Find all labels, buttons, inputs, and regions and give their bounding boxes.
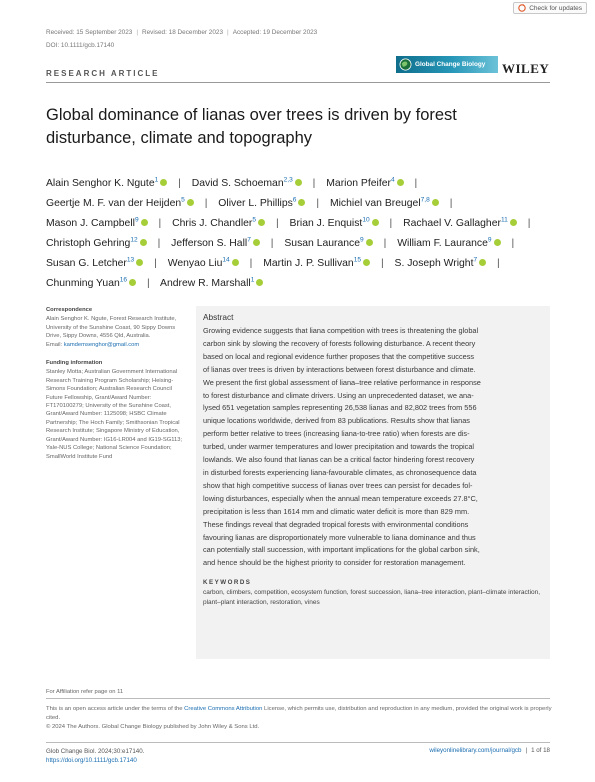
email-label: Email: bbox=[46, 341, 64, 348]
author-name-text: Susan G. Letcher bbox=[46, 258, 127, 269]
author-name[interactable] bbox=[397, 238, 500, 249]
author-separator: | bbox=[157, 238, 161, 249]
publisher-logo: WILEY bbox=[502, 61, 550, 76]
article-title: Global dominance of lianas over trees is driven by forest disturbance, climate and topography bbox=[46, 106, 457, 147]
author-name[interactable] bbox=[218, 198, 305, 209]
orcid-icon[interactable] bbox=[363, 259, 370, 266]
journal-logo[interactable] bbox=[396, 56, 498, 73]
globe-icon bbox=[399, 58, 412, 71]
refresh-icon bbox=[518, 4, 526, 12]
author-name-text: Wenyao Liu bbox=[167, 258, 223, 269]
author-separator: | bbox=[389, 218, 393, 229]
footer-separator: | bbox=[525, 747, 528, 754]
date-separator: | bbox=[227, 29, 229, 36]
affiliation-superscript[interactable]: 9 bbox=[134, 216, 139, 224]
orcid-icon[interactable] bbox=[479, 259, 486, 266]
author-name[interactable] bbox=[46, 198, 194, 209]
author-name[interactable] bbox=[46, 258, 143, 269]
abstract-line: We present the first global assessment of liana–tree relative performance in response bbox=[203, 377, 481, 387]
abstract-line: Growing evidence suggests that liana competition with trees is threatening the global bbox=[203, 326, 479, 335]
abstract-line: based on local and regional evidence further proposes that the competitive success bbox=[203, 351, 475, 361]
author-name-text: Chris J. Chandler bbox=[172, 218, 253, 229]
author-name[interactable] bbox=[168, 258, 239, 269]
author-name[interactable] bbox=[46, 178, 167, 189]
copyright-line: © 2024 The Authors. Global Change Biology published by John Wiley & Sons Ltd. bbox=[46, 724, 260, 730]
keywords-text: carbon, climbers, competition, ecosystem function, forest succession, liana–tree interaction, plant–climate interaction, plant–plant interaction, restoration, vines bbox=[203, 589, 541, 607]
orcid-icon[interactable] bbox=[136, 259, 143, 266]
author-separator: | bbox=[380, 258, 384, 269]
author-separator: | bbox=[316, 198, 320, 209]
journal-site-link[interactable]: wileyonlinelibrary.com/journal/gcb bbox=[429, 747, 522, 754]
orcid-icon[interactable] bbox=[253, 239, 260, 246]
affiliation-superscript[interactable]: 6 bbox=[292, 196, 297, 204]
affiliation-superscript[interactable]: 16 bbox=[119, 276, 128, 284]
abstract-line: to forest disturbance and climate drivers. Using an unprecedented dataset, we ana- bbox=[203, 390, 474, 400]
author-name[interactable] bbox=[330, 198, 439, 209]
orcid-icon[interactable] bbox=[397, 179, 404, 186]
footer-citation bbox=[46, 747, 144, 766]
doi-header: DOI: 10.1111/gcb.17140 bbox=[46, 42, 115, 49]
author-name[interactable] bbox=[46, 218, 148, 229]
author-separator: | bbox=[527, 218, 531, 229]
author-name-text: David S. Schoeman bbox=[191, 178, 284, 189]
author-name[interactable] bbox=[263, 258, 370, 269]
affiliation-superscript[interactable]: 7,8 bbox=[420, 196, 430, 204]
author-separator: | bbox=[249, 258, 253, 269]
affiliation-superscript[interactable]: 9 bbox=[487, 236, 492, 244]
author-name-text: Mason J. Campbell bbox=[46, 218, 135, 229]
abstract-line: can potentially stall succession, with important implications for the global carbon sink, bbox=[203, 545, 480, 555]
author-name-text: Rachael V. Gallagher bbox=[403, 218, 501, 229]
author-name[interactable] bbox=[160, 278, 263, 289]
abstract-line: These findings reveal that degraded tropical forests with environmental conditions bbox=[203, 519, 469, 529]
author-separator: | bbox=[312, 178, 316, 189]
correspondence-email-line bbox=[46, 341, 184, 349]
affiliation-superscript[interactable]: 1 bbox=[250, 276, 255, 284]
orcid-icon[interactable] bbox=[510, 219, 517, 226]
funding-text: Stanley Motta; Australian Government International Research Training Program Scholarship; Heising-Simons Foundation; Australian Research Council Future Fellowship, Grant/Award Number: FT170100279; University of the Sunshine Coast, Grant/Award Number: 1125098; HSBC Climate Partnership; The Hoch Family; Smithsonian Tropical Research Institute; Singapore Ministry of Education, Grant/Award Number: IG16-LR004 and IG19-SG113; Yale-NUS College; National Science Foundation; SmallWorld Institute Fund bbox=[46, 369, 183, 460]
affiliation-superscript[interactable]: 4 bbox=[390, 176, 395, 184]
author-name-text: Oliver L. Phillips bbox=[218, 198, 293, 209]
correspondence-heading: Correspondence bbox=[46, 307, 93, 313]
author-separator: | bbox=[414, 178, 418, 189]
license-post: License, which permits use, distribution and reproduction in any medium, provided the original work is properly cited. bbox=[46, 706, 552, 721]
author-separator: | bbox=[383, 238, 387, 249]
received-date: Received: 15 September 2023 bbox=[46, 29, 133, 36]
orcid-icon[interactable] bbox=[258, 219, 265, 226]
affiliation-superscript[interactable]: 9 bbox=[360, 236, 364, 244]
author-name-text: Christoph Gehring bbox=[46, 238, 131, 249]
footer-divider bbox=[46, 742, 550, 743]
author-name-text: Geertje M. F. van der Heijden bbox=[46, 198, 182, 209]
author-name[interactable] bbox=[192, 178, 302, 189]
author-separator: | bbox=[449, 198, 453, 209]
check-for-updates-label: Check for updates bbox=[529, 4, 582, 12]
author-name-text: William F. Laurance bbox=[397, 238, 488, 249]
affiliation-superscript[interactable]: 1 bbox=[154, 176, 159, 184]
license-pre: This is an open access article under the terms of the bbox=[46, 706, 185, 712]
author-separator: | bbox=[154, 258, 157, 269]
affiliation-superscript[interactable]: 15 bbox=[353, 256, 362, 264]
abstract-line: carbon sink by slowing the recovery of forests following disturbance. A recent theory bbox=[203, 338, 476, 348]
author-separator: | bbox=[275, 218, 279, 229]
abstract-heading: Abstract bbox=[203, 312, 234, 322]
keywords-heading: KEYWORDS bbox=[203, 579, 252, 587]
affiliation-superscript[interactable]: 7 bbox=[473, 256, 478, 264]
affiliation-superscript[interactable]: 14 bbox=[222, 256, 230, 264]
author-separator: | bbox=[158, 218, 162, 229]
author-name-text: Jefferson S. Hall bbox=[171, 238, 248, 249]
revised-date: Revised: 18 December 2023 bbox=[142, 29, 224, 36]
author-name[interactable] bbox=[46, 238, 147, 249]
author-name-text: Martin J. P. Sullivan bbox=[263, 258, 354, 269]
affiliation-superscript[interactable]: 5 bbox=[181, 196, 185, 204]
abstract-line: precipitation is less than 1614 mm and climatic water deficit is more than 829 mm. bbox=[203, 506, 470, 516]
author-name[interactable] bbox=[284, 238, 372, 249]
orcid-icon[interactable] bbox=[232, 259, 239, 266]
author-separator: | bbox=[178, 178, 181, 189]
abstract-line: in disturbed forests experiencing liana-favourable climates, as chronosequence data bbox=[203, 467, 477, 477]
orcid-icon[interactable] bbox=[140, 239, 147, 246]
author-name-text: Andrew R. Marshall bbox=[160, 278, 251, 289]
orcid-icon[interactable] bbox=[298, 199, 305, 206]
orcid-icon[interactable] bbox=[129, 279, 136, 286]
affiliation-superscript[interactable]: 10 bbox=[362, 216, 370, 224]
author-separator: | bbox=[497, 258, 500, 269]
author-name-text: Chunming Yuan bbox=[46, 278, 120, 289]
orcid-icon[interactable] bbox=[372, 219, 379, 226]
sidebar bbox=[46, 306, 184, 471]
doi-link[interactable]: https://doi.org/10.1111/gcb.17140 bbox=[46, 757, 137, 765]
correspondence-block bbox=[46, 306, 184, 349]
author-name[interactable] bbox=[290, 218, 379, 229]
cc-attribution-link[interactable]: Creative Commons Attribution bbox=[184, 706, 263, 712]
abstract-line: lowlands. We also found that lianas can be a critical factor hindering forest recovery bbox=[203, 455, 475, 465]
page-number: 1 of 18 bbox=[531, 747, 550, 754]
orcid-icon[interactable] bbox=[187, 199, 194, 206]
affiliation-superscript[interactable]: 12 bbox=[130, 236, 138, 244]
abstract-body bbox=[203, 325, 543, 570]
author-name[interactable] bbox=[46, 278, 136, 289]
affiliation-superscript[interactable]: 5 bbox=[252, 216, 257, 224]
date-separator: | bbox=[136, 29, 139, 36]
abstract-line: show that high competitive success of lianas over trees can persist for decades fol- bbox=[203, 480, 473, 490]
abstract-line: unique locations worldwide, derived from 83 publications. Results show that lianas bbox=[203, 416, 470, 426]
accepted-date: Accepted: 19 December 2023 bbox=[232, 29, 318, 36]
orcid-icon[interactable] bbox=[256, 279, 263, 286]
author-separator: | bbox=[511, 238, 515, 249]
author-name[interactable] bbox=[395, 258, 487, 269]
correspondence-text: Alain Senghor K. Ngute, Forest Research Institute, University of the Sunshine Coast, 90 Sippy Downs Drive, Sippy Downs, 4556 Qld, Australia. bbox=[46, 316, 177, 340]
email-link[interactable]: kamdemsenghor@gmail.com bbox=[63, 341, 140, 348]
license-divider bbox=[46, 698, 550, 699]
funding-heading: Funding information bbox=[46, 360, 103, 367]
author-name[interactable] bbox=[172, 218, 265, 229]
author-name[interactable] bbox=[171, 238, 260, 249]
abstract-line: lysed 651 vegetation samples representing 26,538 lianas and 82,802 trees from 556 bbox=[203, 403, 477, 413]
orcid-icon[interactable] bbox=[494, 239, 501, 246]
check-for-updates-button[interactable] bbox=[513, 2, 587, 14]
abstract-box bbox=[196, 306, 550, 659]
author-separator: | bbox=[204, 198, 208, 209]
abstract-line: favouring lianas are disproportionately more vulnerable to liana dominance and thus bbox=[203, 532, 476, 542]
journal-name: Global Change Biology bbox=[415, 61, 486, 68]
citation-text: Glob Change Biol. 2024;30:e17140. bbox=[46, 748, 145, 755]
author-name-text: Susan Laurance bbox=[284, 238, 361, 249]
header-divider bbox=[46, 82, 550, 83]
orcid-icon[interactable] bbox=[366, 239, 373, 246]
affiliation-superscript[interactable]: 7 bbox=[247, 236, 251, 244]
author-name-text: Michiel van Breugel bbox=[329, 198, 421, 209]
article-type: RESEARCH ARTICLE bbox=[46, 69, 160, 78]
affiliation-superscript[interactable]: 2,3 bbox=[283, 176, 293, 184]
abstract-line: turbed, under warmer temperatures and lower precipitation and towards the tropical bbox=[203, 442, 475, 452]
funding-block bbox=[46, 359, 184, 461]
author-name-text: Marion Pfeifer bbox=[326, 178, 391, 189]
license-text bbox=[46, 705, 552, 732]
author-separator: | bbox=[147, 278, 150, 289]
affiliation-superscript[interactable]: 11 bbox=[500, 216, 508, 224]
orcid-icon[interactable] bbox=[160, 179, 167, 186]
footer-right bbox=[429, 747, 550, 754]
author-name[interactable] bbox=[403, 218, 517, 229]
affiliation-superscript[interactable]: 13 bbox=[126, 256, 135, 264]
author-name-text: Brian J. Enquist bbox=[289, 218, 363, 229]
article-dates bbox=[46, 29, 317, 36]
author-name-text: Alain Senghor K. Ngute bbox=[46, 178, 155, 189]
orcid-icon[interactable] bbox=[141, 219, 148, 226]
license-line bbox=[46, 705, 552, 723]
author-name[interactable] bbox=[326, 178, 403, 189]
orcid-icon[interactable] bbox=[432, 199, 439, 206]
abstract-line: perform better relative to trees (increasing liana-to-tree ratio) when forests are dis- bbox=[203, 429, 470, 439]
author-separator: | bbox=[270, 238, 274, 249]
abstract-line: and hence should be the highest priority to consider for restoration management. bbox=[203, 558, 466, 568]
author-name-text: S. Joseph Wright bbox=[394, 258, 474, 269]
affiliation-note: For Affiliation refer page on 11 bbox=[46, 689, 124, 695]
author-list bbox=[46, 174, 552, 294]
abstract-line: of lianas over trees is driven by interactions between forest disturbance and climate. bbox=[203, 364, 476, 374]
abstract-line: lowing disturbances, especially when the annual mean temperature exceeds 27.8°C, bbox=[203, 493, 478, 503]
orcid-icon[interactable] bbox=[295, 179, 302, 186]
